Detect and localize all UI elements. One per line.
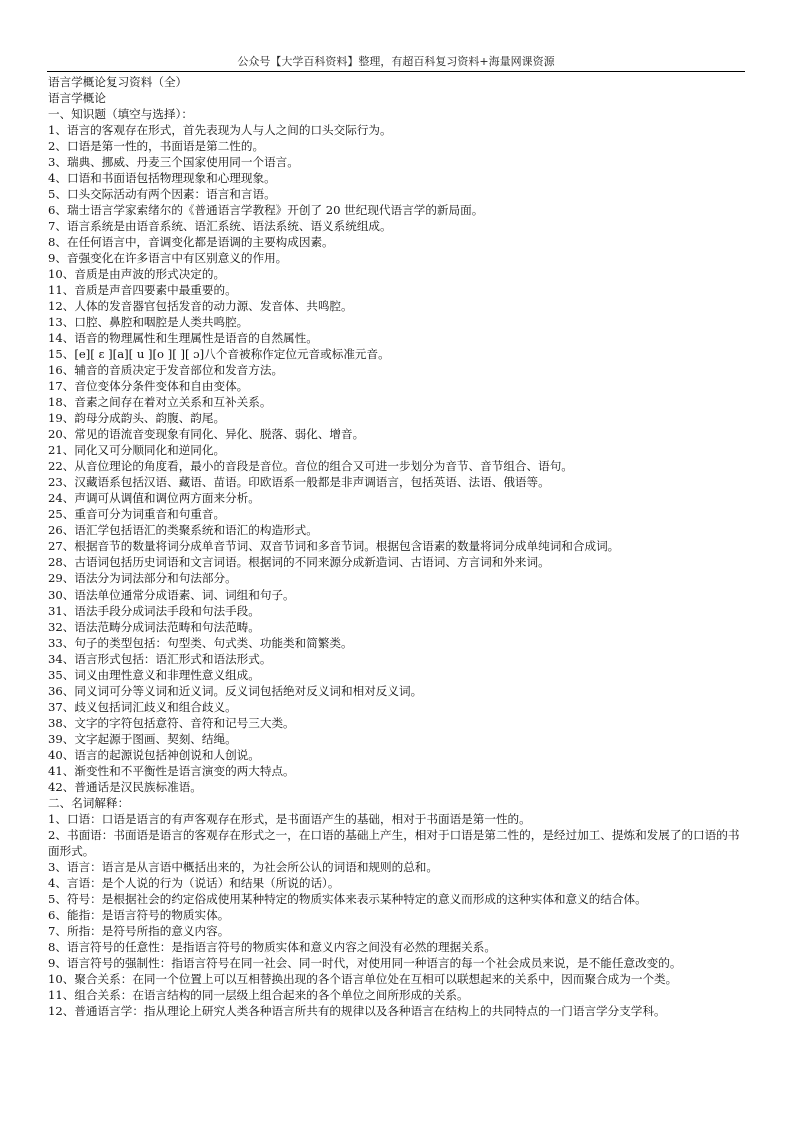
list-item: 17、音位变体分条件变体和自由变体。 [48,379,249,394]
list-item: 1、口语：口语是语言的有声客观存在形式，是书面语产生的基础，相对于书面语是第一性的。 [48,811,531,826]
list-item: 3、瑞典、挪威、丹麦三个国家使用同一个语言。 [48,155,299,170]
list-item: 32、语法范畴分成词法范畴和句法范畴。 [48,619,260,634]
list-item: 4、口语和书面语包括物理现象和心理现象。 [48,171,276,186]
list-item: 5、口头交际活动有两个因素：语言和言语。 [48,187,276,202]
section-heading: 二、名词解释： [48,795,130,810]
list-item: 8、在任何语言中，音调变化都是语调的主要构成因素。 [48,235,334,250]
list-item: 11、音质是声音四要素中最重要的。 [48,283,237,298]
list-item: 4、言语：是个人说的行为（说话）和结果（所说的话）。 [48,875,340,890]
list-item: 3、语言：语言是从言语中概括出来的，为社会所公认的词语和规则的总和。 [48,859,438,874]
list-item: 42、普通话是汉民族标准语。 [48,779,202,794]
list-item: 12、普通语言学：指从理论上研究人类各种语言所共有的规律以及各种语言在结构上的共同特点的一门语言学分支学科。 [48,1003,666,1018]
list-item: 30、语法单位通常分成语素、词、词组和句子。 [48,587,295,602]
list-item: 18、音素之间存在着对立关系和互补关系。 [48,395,272,410]
list-item: 10、音质是由声波的形式决定的。 [48,267,226,282]
list-item: 8、语言符号的任意性：是指语言符号的物质实体和意义内容之间没有必然的理据关系。 [48,939,496,954]
list-item: 16、辅音的音质决定于发音部位和发音方法。 [48,363,284,378]
list-item: 25、重音可分为词重音和句重音。 [48,507,226,522]
list-item: 37、歧义包括词汇歧义和组合歧义。 [48,699,237,714]
list-item: 34、语言形式包括：语汇形式和语法形式。 [48,651,272,666]
list-item: 9、音强变化在许多语言中有区别意义的作用。 [48,251,288,266]
document-body [48,74,748,1019]
list-item: 21、同化又可分顺同化和逆同化。 [48,443,226,458]
list-item: 40、语言的起源说包括神创说和人创说。 [48,747,260,762]
list-item: 1、语言的客观存在形式，首先表现为人与人之间的口头交际行为。 [48,123,392,138]
knowledge-list [48,122,748,795]
list-item: 14、语音的物理属性和生理属性是语音的自然属性。 [48,331,318,346]
list-item: 15、[e][ ɛ ][a][ u ][o ][ ][ ɔ]八个音被称作定位元音或标准元音。 [48,347,390,362]
list-item: 26、语汇学包括语汇的类聚系统和语汇的构造形式。 [48,523,318,538]
list-item: 6、能指：是语言符号的物质实体。 [48,907,230,922]
list-item: 33、句子的类型包括：句型类、句式类、功能类和简繁类。 [48,635,353,650]
list-item: 2、口语是第一性的，书面语是第二性的。 [48,139,265,154]
list-item: 7、所指：是符号所指的意义内容。 [48,923,230,938]
list-item: 41、渐变性和不平衡性是语言演变的两大特点。 [48,763,295,778]
list-item: 39、文字起源于图画、契刻、结绳。 [48,731,237,746]
list-item: 36、同义词可分等义词和近义词。反义词包括绝对反义词和相对反义词。 [48,683,423,698]
list-item: 35、词义由理性意义和非理性意义组成。 [48,667,260,682]
list-item: 23、汉藏语系包括汉语、藏语、苗语。印欧语系一般都是非声调语言，包括英语、法语、俄语等。 [48,475,550,490]
page-header: 公众号【大学百科资料】整理，有超百科复习资料+海量网课资源 [47,54,745,72]
list-item: 6、瑞士语言学家索绪尔的《普通语言学教程》开创了 20 世纪现代语言学的新局面。 [48,203,484,218]
list-item: 19、韵母分成韵头、韵腹、韵尾。 [48,411,226,426]
list-item: 24、声调可从调值和调位两方面来分析。 [48,491,260,506]
glossary-list [48,811,748,1019]
section-heading: 一、知识题（填空与选择）： [48,107,193,122]
list-item: 20、常见的语流音变现象有同化、异化、脱落、弱化、增音。 [48,427,365,442]
list-item: 29、语法分为词法部分和句法部分。 [48,571,237,586]
list-item: 38、文字的字符包括意符、音符和记号三大类。 [48,715,295,730]
list-item: 7、语言系统是由语音系统、语汇系统、语法系统、语义系统组成。 [48,219,392,234]
list-item: 31、语法手段分成词法手段和句法手段。 [48,603,260,618]
document-title: 语言学概论复习资料（全） [48,75,188,89]
list-item: 11、组合关系：在语言结构的同一层级上组合起来的各个单位之间所形成的关系。 [48,987,469,1002]
document-subtitle: 语言学概论 [48,91,106,106]
list-item: 22、从音位理论的角度看，最小的音段是音位。音位的组合又可进一步划分为音节、音节组合、语句。 [48,459,573,474]
list-item: 10、聚合关系：在同一个位置上可以互相替换出现的各个语言单位处在互相可以联想起来的关系中，因而聚合成为一个类。 [48,971,678,986]
list-item: 2、书面语：书面语是语言的客观存在形式之一，在口语的基础上产生，相对于口语是第二性的，是经过加工、提炼和发展了的口语的书面形式。 [48,827,740,858]
list-item: 27、根据音节的数量将词分成单音节词、双音节词和多音节词。根据包含语素的数量将词分成单纯词和合成词。 [48,539,620,554]
list-item: 28、古语词包括历史词语和文言词语。根据词的不同来源分成新造词、古语词、方言词和外来词。 [48,555,550,570]
list-item: 12、人体的发音器官包括发音的动力源、发音体、共鸣腔。 [48,299,353,314]
list-item: 5、符号：是根据社会的约定俗成使用某种特定的物质实体来表示某种特定的意义而形成的这种实体和意义的结合体。 [48,891,647,906]
list-item: 13、口腔、鼻腔和咽腔是人类共鸣腔。 [48,315,249,330]
list-item: 9、语言符号的强制性：指语言符号在同一社会、同一时代，对使用同一种语言的每一个社会成员来说，是不能任意改变的。 [48,955,682,970]
